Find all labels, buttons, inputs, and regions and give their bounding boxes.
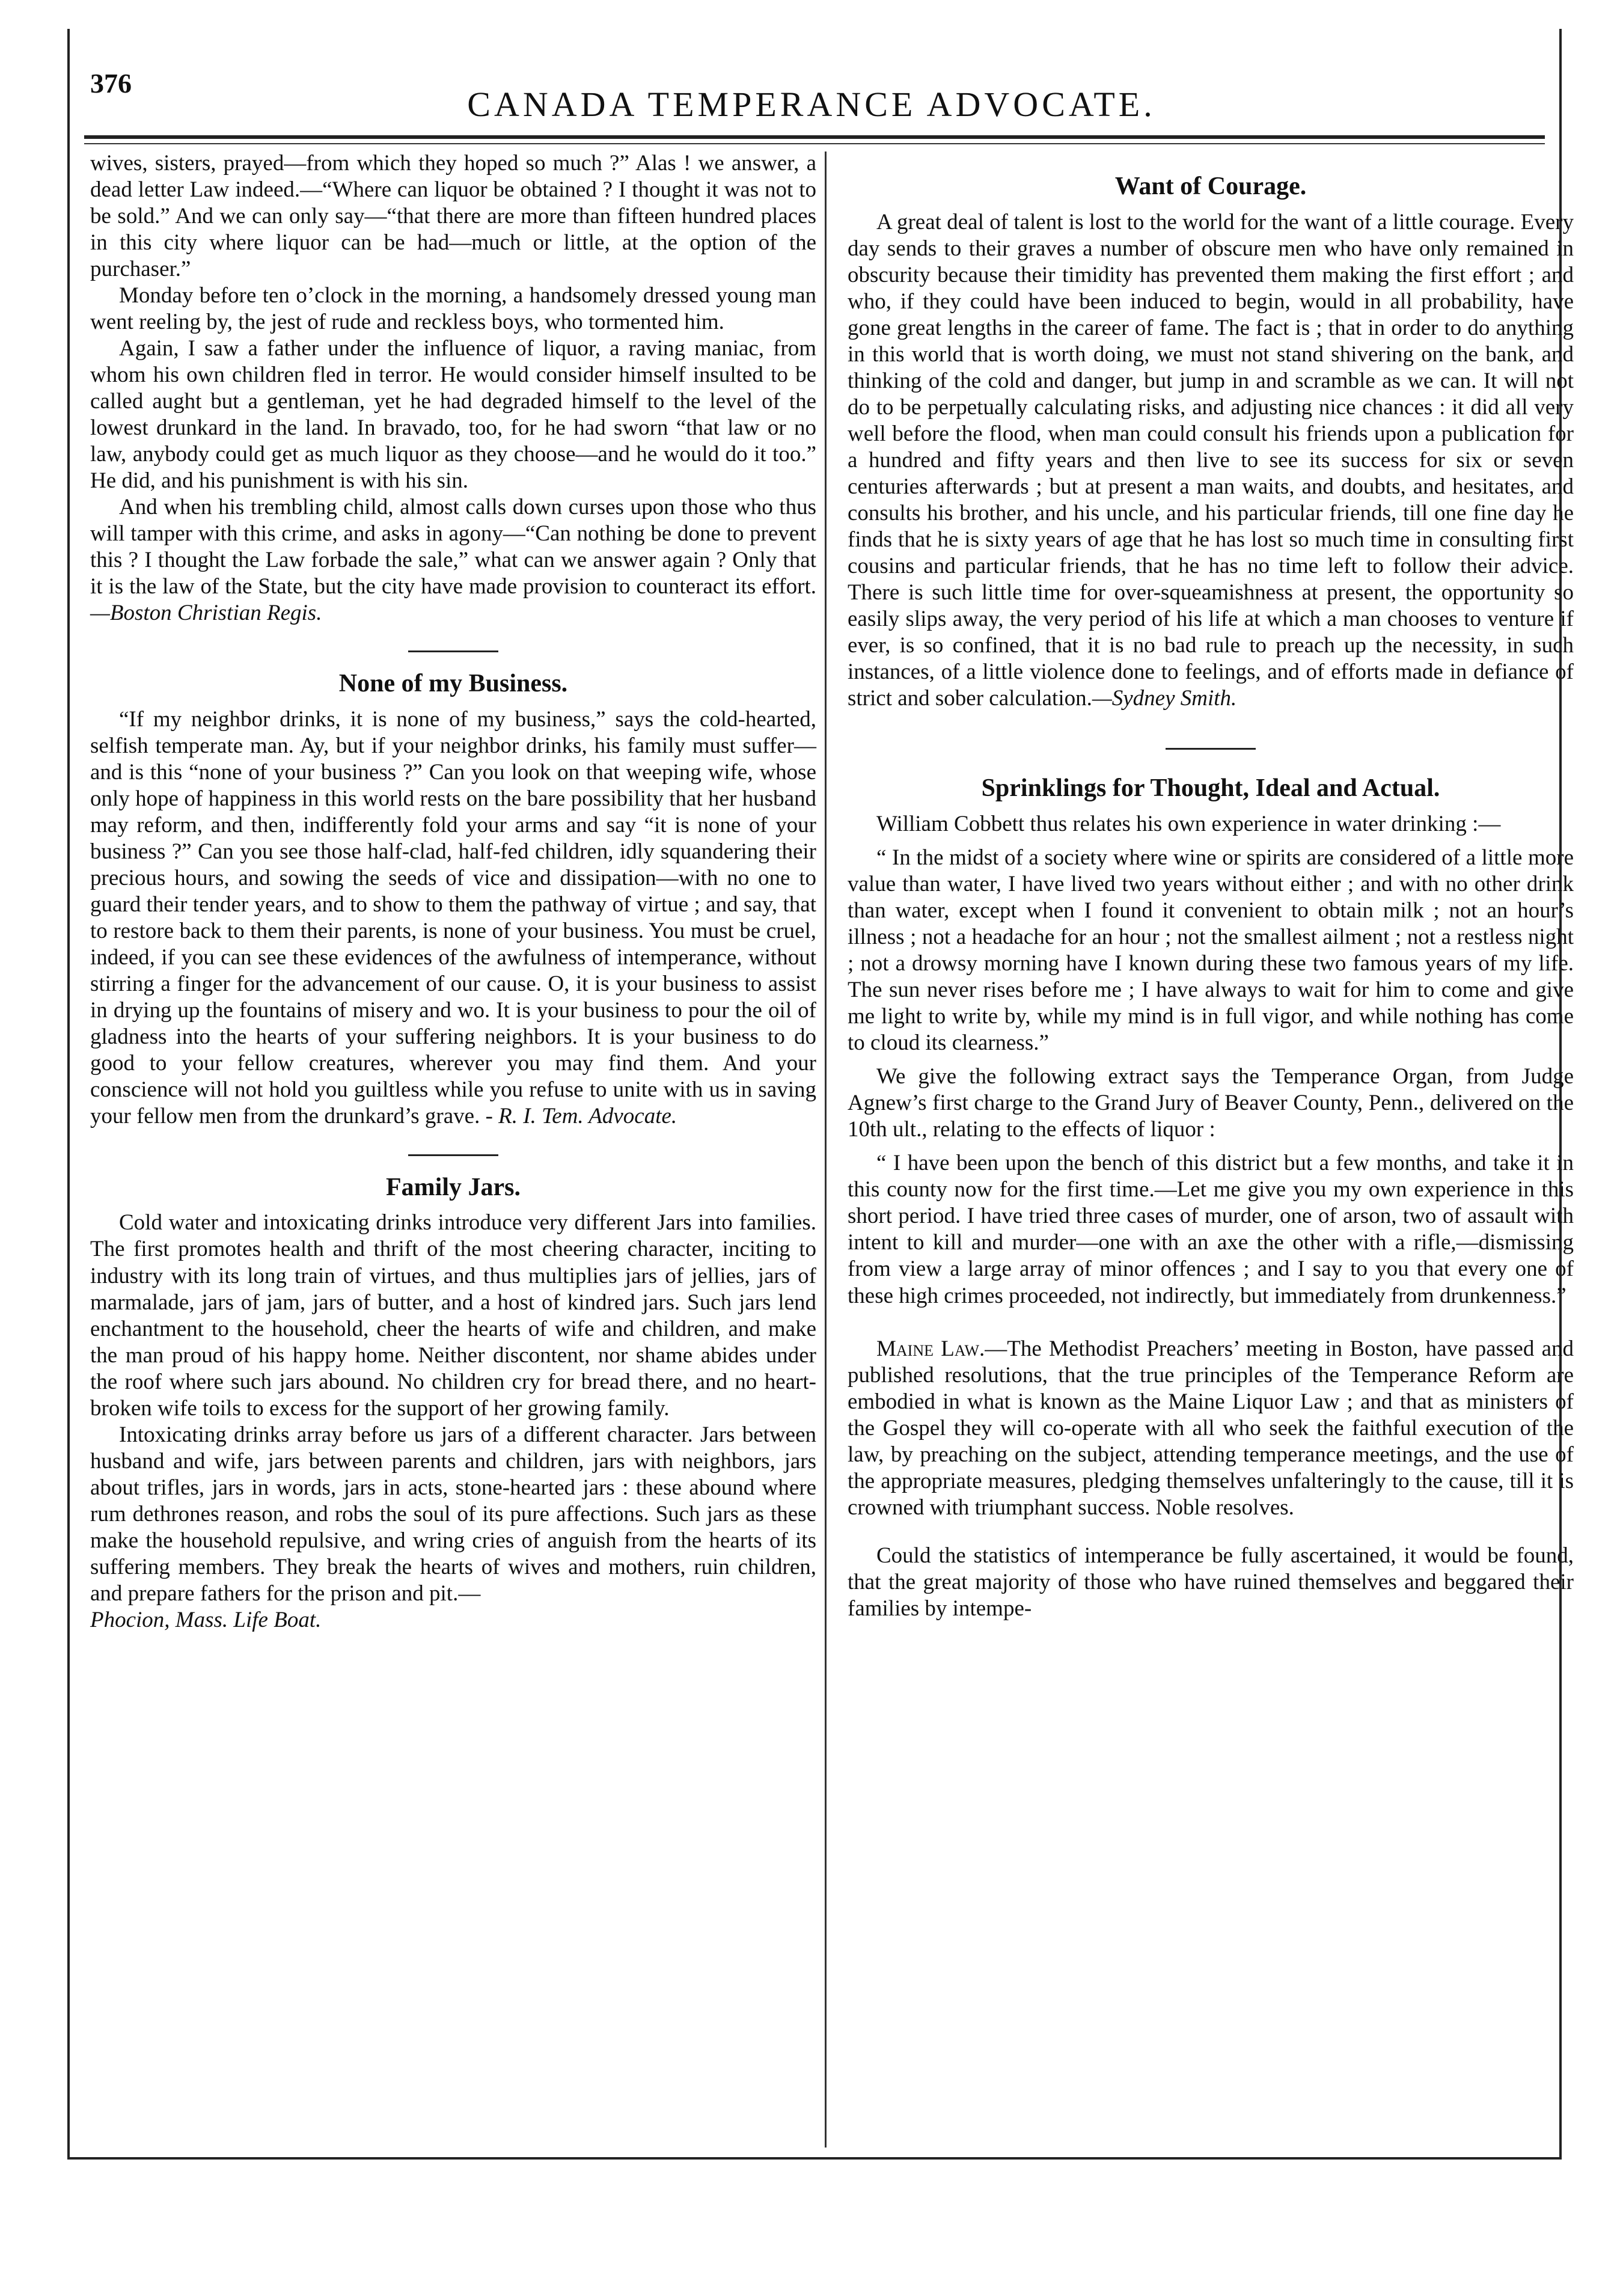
article-paragraph: Could the statistics of intemperance be fully ascertained, it would be found, that the great majority of those who have ruined themselves and beggared their families by intempe- bbox=[848, 1543, 1574, 1621]
article-heading-sprinklings: Sprinklings for Thought, Ideal and Actual. bbox=[981, 774, 1440, 803]
article-paragraph: William Cobbett thus relates his own experience in water drinking :— bbox=[876, 812, 1501, 837]
article-paragraph bbox=[848, 209, 1574, 712]
quoted-paragraph: “ In the midst of a society where wine or spirits are considered of a little more value than water, I have lived two years without either ; and with no other drink than water, except when I found it convenient to obtain milk ; not an hour’s illness ; not a headache for an hour ; not the smallest ailment ; not a restless night ; not a drowsy morning have I known during these two famous years of my life. The sun never rises before me ; I have always to wait for him to come and give me light to write by, while my mind is in full vigor, and while nothing has come to cloud its clearness.” bbox=[848, 845, 1574, 1056]
page-number: 376 bbox=[90, 68, 132, 99]
article-paragraph bbox=[848, 1336, 1574, 1521]
section-rule bbox=[408, 1154, 498, 1156]
right-column bbox=[848, 150, 1574, 1622]
article-text: —The Methodist Preachers’ meeting in Boston, have passed and published resolutions, that the true principles of the Temperance Reform are embodied in what is known as the Maine Liquor Law ; and that as ministers of the Gospel they will co-operate with all who seek the faithful execution of the law, by preaching on the subject, attending temperance meetings, and the use of the appropriate measures, pledging themselves unfalteringly to the cause, till it is crowned with triumphant success. Noble resolves. bbox=[848, 1336, 1574, 1520]
article-source: Phocion, Mass. Life Boat. bbox=[90, 1607, 322, 1632]
article-lead-in: Maine Law. bbox=[876, 1336, 985, 1361]
article-paragraph bbox=[90, 706, 816, 1130]
article-heading-none-of-my-business: None of my Business. bbox=[338, 670, 568, 698]
article-heading-family-jars: Family Jars. bbox=[386, 1173, 521, 1201]
header-rule-thick bbox=[84, 135, 1545, 139]
article-text: A great deal of talent is lost to the world for the want of a little courage. Every day sends to their graves a number of obscure men who have only remained in obscurity because their timidity has prevented them making the first effort ; and who, if they could have been induced to begin, would in all probability, have gone great lengths in the career of fame. The fact is ; that in order to do anything in this world that is worth doing, we must not stand shivering on the bank, and thinking of the cold and danger, but jump in and scramble as we can. It will not do to be perpetually calculating risks, and adjusting nice chances : it did all very well before the flood, when man could consult his friends upon a publication for a hundred and fifty years and then live to see its success for six or seven centuries afterwards ; but at present a man waits, and doubts, and hesitates, and consults his brother, and his uncle, and his particular friends, till one fine day he finds that he is sixty years of age that he has lost so much time in consulting first cousins and particular friends, that he has no time left to follow their advice. There is such little time for over-squeamishness at present, the opportunity so easily slips away, the very period of his life at which a man chooses to venture if ever, is so confined, that it is no bad rule to preach up the necessity, in such instances, of a little violence done to feelings, and of efforts made in defiance of strict and sober calculation. bbox=[848, 209, 1574, 711]
article-paragraph bbox=[90, 494, 816, 626]
article-paragraph: Intoxicating drinks array before us jars of a different character. Jars between husband and wife, jars between parents and children, jars with neighbors, jars about trifles, jars in words, jars in acts, stone-hearted jars : these abound where rum dethrones reason, and robs the soul of its pure affections. Such jars as these make the household repulsive, and wring cries of anguish from the hearts of its suffering members. They break the hearts of wives and mothers, ruin children, and prepare fathers for the prison and pit.— bbox=[90, 1422, 816, 1606]
article-source: - R. I. Tem. Advocate. bbox=[485, 1104, 677, 1129]
article-heading-want-of-courage: Want of Courage. bbox=[1114, 173, 1307, 200]
article-paragraph: Cold water and intoxicating drinks introduce very different Jars into families. The first promotes health and thrift of the most cheering character, inciting to industry with its long train of virtues, and thus multiplies jars of jellies, jars of marmalade, jars of jam, jars of butter, and a host of kindred jars. Such jars lend enchantment to the household, cheer the hearts of wife and children, and make the man proud of his happy home. Neither discontent, nor shame abides under the roof where such jars abound. No children cry for bread there, and no heart-broken wife toils to excess for the support of her growing family. bbox=[90, 1210, 816, 1421]
article-paragraph: Again, I saw a father under the influence of liquor, a raving maniac, from whom his own children fled in terror. He would consider himself insulted to be called aught but a gentleman, yet he had degraded himself to the level of the lowest drunkard in the land. In bravado, too, for he had sworn “that law or no law, anybody could get as much liquor as they choose—and he would do it too.” He did, and his punishment is with his sin. bbox=[90, 336, 816, 494]
left-column bbox=[90, 150, 816, 1633]
article-paragraph: Monday before ten o’clock in the morning, a handsomely dressed young man went reeling by, the jest of rude and reckless boys, who tormented him. bbox=[90, 283, 816, 335]
article-source: —Boston Christian Regis. bbox=[90, 601, 322, 626]
running-title: CANADA TEMPERANCE ADVOCATE. bbox=[467, 85, 1156, 124]
section-rule bbox=[1166, 748, 1256, 750]
article-source: —Sydney Smith. bbox=[1092, 686, 1237, 711]
article-text: And when his trembling child, almost calls down curses upon those who thus will tamper with this crime, and asks in agony—“Can nothing be done to prevent this ? I thought the Law forbade the sale,” what can we answer again ? Only that it is the law of the State, but the city have made provision to counteract its effort. bbox=[90, 495, 816, 599]
section-rule bbox=[408, 651, 498, 652]
column-divider bbox=[825, 152, 827, 2148]
quoted-paragraph: “ I have been upon the bench of this district but a few months, and take it in this county now for the first time.—Let me give you my own experience in this short period. I have tried three cases of murder, one of arson, two of assault with intent to kill and murder—one with an axe the other with a rifle,—dismissing from view a large array of minor offences ; and I say to you that every one of these high crimes proceeded, not indirectly, but immediately from drunkenness.” bbox=[848, 1151, 1574, 1308]
article-text: “If my neighbor drinks, it is none of my business,” says the cold-hearted, selfish temperate man. Ay, but if your neighbor drinks, his family must suffer—and is this “none of your business ?” Can you look on that weeping wife, whose only hope of happiness in this world rests on the bare possibility that her husband may reform, and then, indifferently fold your arms and say “it is none of your business ?” Can you see those half-clad, half-fed children, idly squandering their precious hours, and sowing the seeds of vice and dissipation—with no one to guard their tender years, and to show to them the pathway of virtue ; and say, that to restore back to them their parents, is none of your business. You must be cruel, indeed, if you can see these evidences of the awfulness of intemperance, without stirring a finger for the advancement of our cause. O, it is your business to assist in drying up the fountains of misery and wo. It is your business to pour the oil of gladness into the hearts of your suffering neighbors. It is your business to do good to your fellow creatures, wherever you may find them. And your conscience will not hold you guiltless while you refuse to unite with us in saving your fellow men from the drunkard’s grave. bbox=[90, 707, 816, 1129]
header-rule-thin bbox=[84, 143, 1545, 144]
article-paragraph: We give the following extract says the Temperance Organ, from Judge Agnew’s first charge to the Grand Jury of Beaver County, Penn., delivered on the 10th ult., relating to the effects of liquor : bbox=[848, 1064, 1574, 1142]
article-continuation-paragraph: wives, sisters, prayed—from which they hoped so much ?” Alas ! we answer, a dead letter Law indeed.—“Where can liquor be obtained ? I thought it was not to be sold.” And we can only say—“that there are more than fifteen hundred places in this city where liquor can be had—much or little, at the option of the purchaser.” bbox=[90, 151, 816, 282]
